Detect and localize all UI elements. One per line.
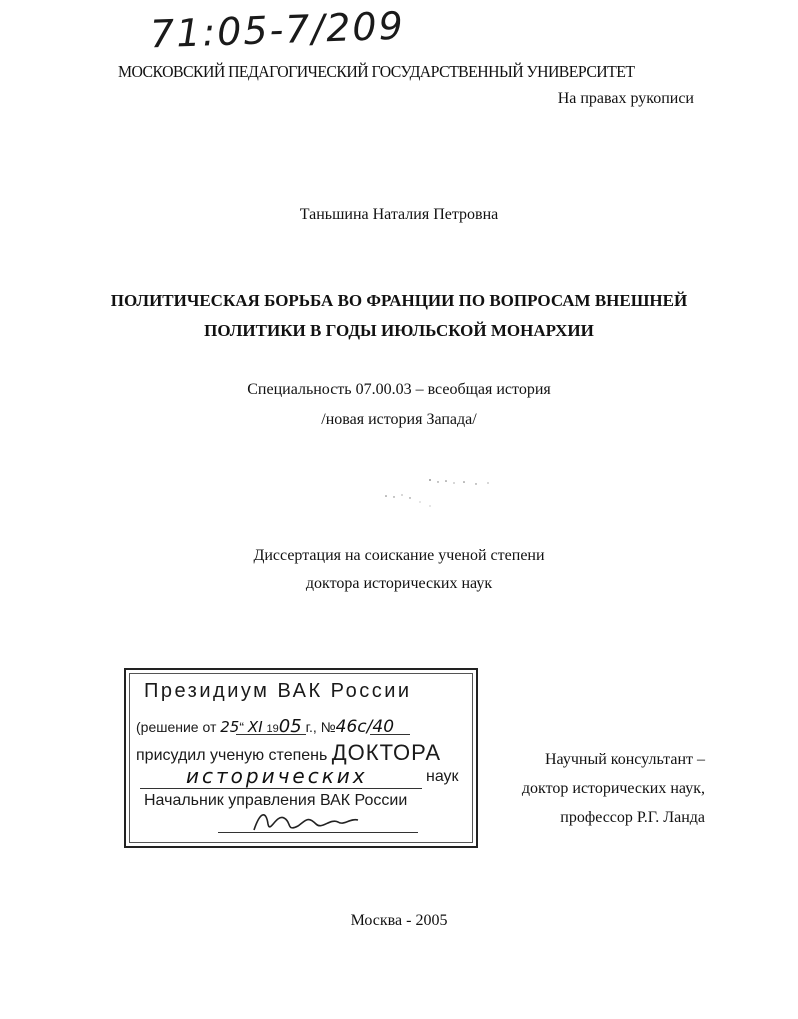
stamp-date-day: 25 bbox=[220, 718, 240, 736]
stamp-awarded bbox=[136, 740, 441, 766]
thesis-title bbox=[0, 286, 798, 346]
stamp-decision: (решение от 25“ XI 1905 г., №46с/40 bbox=[136, 716, 395, 737]
rights-note: На правах рукописи bbox=[557, 90, 694, 107]
consultant-line3: профессор Р.Г. Ланда bbox=[560, 809, 705, 826]
consultant-line2: доктор исторических наук, bbox=[521, 780, 705, 797]
dissertation-statement bbox=[0, 542, 798, 598]
dissertation-line2: доктора исторических наук bbox=[305, 575, 493, 592]
thesis-title-line2: ПОЛИТИКИ В ГОДЫ ИЮЛЬСКОЙ МОНАРХИИ bbox=[204, 321, 594, 340]
stamp-date-month: XI bbox=[247, 718, 263, 736]
consultant-line1: Научный консультант – bbox=[545, 751, 705, 768]
author-name: Таньшина Наталия Петровна bbox=[299, 206, 499, 223]
thesis-title-line1: ПОЛИТИЧЕСКАЯ БОРЬБА ВО ФРАНЦИИ ПО ВОПРОСАМ ВНЕШНЕЙ bbox=[110, 291, 688, 310]
stamp-no-hand: 46с/40 bbox=[335, 717, 395, 737]
dissertation-line1: Диссертация на соискание ученой степени bbox=[253, 547, 545, 564]
scientific-consultant bbox=[505, 745, 705, 832]
stamp-no-label: № bbox=[320, 719, 336, 735]
specialty-line2: /новая история Запада/ bbox=[321, 411, 477, 428]
specialty bbox=[0, 375, 798, 435]
stamp-g: г., bbox=[305, 719, 317, 735]
stamp-awarded-prefix: присудил ученую степень bbox=[136, 747, 328, 764]
vak-stamp bbox=[124, 668, 478, 848]
specialty-line1: Специальность 07.00.03 – всеобщая история bbox=[247, 381, 551, 398]
stamp-field-hand: исторических bbox=[186, 764, 368, 788]
stamp-degree: ДОКТОРА bbox=[331, 740, 442, 765]
archive-code: 71:05-7/209 bbox=[149, 3, 406, 57]
stamp-year-hand: 05 bbox=[278, 716, 302, 737]
stamp-decision-prefix: (решение от bbox=[136, 719, 217, 735]
scan-specks bbox=[380, 476, 500, 516]
university-name: МОСКОВСКИЙ ПЕДАГОГИЧЕСКИЙ ГОСУДАРСТВЕННЫЙ УНИВЕРСИТЕТ bbox=[118, 62, 635, 81]
stamp-field-suffix: наук bbox=[426, 768, 459, 785]
city-year: Москва - 2005 bbox=[350, 912, 448, 929]
stamp-heading: Президиум ВАК России bbox=[144, 680, 412, 702]
stamp-year-prefix: 19 bbox=[266, 723, 279, 735]
stamp-chief: Начальник управления ВАК России bbox=[144, 792, 408, 809]
